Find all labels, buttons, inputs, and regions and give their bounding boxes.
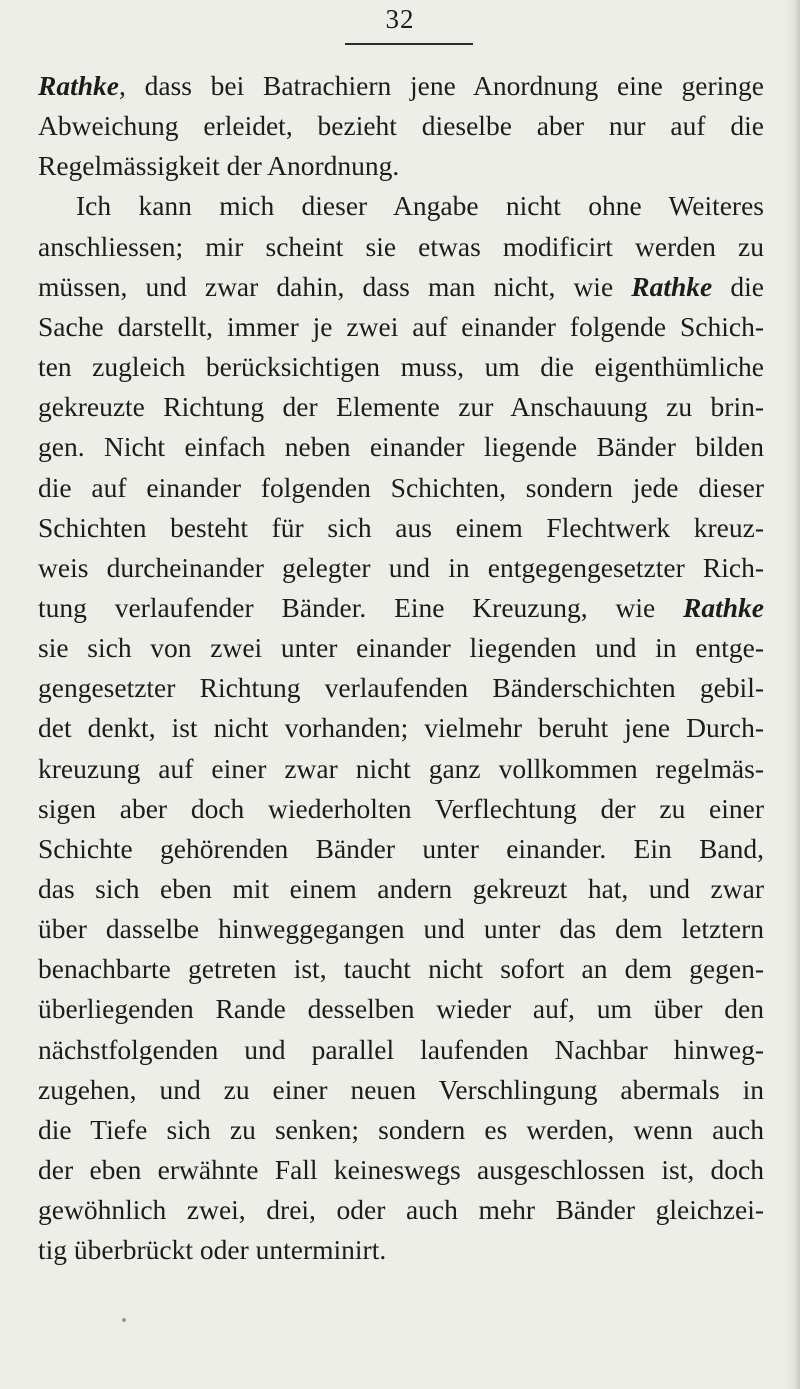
text-line <box>38 347 764 387</box>
text-segment: det denkt, ist nicht vorhanden; vielmehr beruht jene Durch- <box>38 712 764 744</box>
text-line <box>38 789 764 829</box>
author-name: Rathke <box>683 591 764 623</box>
author-name: Rathke <box>631 270 713 302</box>
text-segment: Schichte gehörenden Bänder unter einander. Ein Band, <box>38 832 764 864</box>
text-line <box>38 66 764 106</box>
text-line <box>38 749 764 789</box>
text-segment: anschliessen; mir scheint sie etwas modificirt werden zu <box>38 230 764 262</box>
text-line <box>38 1150 764 1190</box>
text-segment: die Tiefe sich zu senken; sondern es werden, wenn auch <box>38 1113 764 1145</box>
text-segment: ten zugleich berücksichtigen muss, um die eigenthümliche <box>38 351 764 383</box>
text-segment: gen. Nicht einfach neben einander liegende Bänder bilden <box>38 431 764 463</box>
text-line <box>38 146 764 186</box>
page-number-rule <box>345 43 473 45</box>
text-segment: Sache darstellt, immer je zwei auf einander folgende Schich- <box>38 310 764 342</box>
text-segment: der eben erwähnte Fall keineswegs ausgeschlossen ist, doch <box>38 1154 764 1186</box>
text-segment: über dasselbe hinweggegangen und unter das dem letztern <box>38 913 764 945</box>
text-line <box>38 909 764 949</box>
text-line <box>38 1030 764 1070</box>
text-segment: kreuzung auf einer zwar nicht ganz vollkommen regelmäs- <box>38 752 764 784</box>
text-line <box>38 1190 764 1230</box>
text-line <box>38 106 764 146</box>
text-segment: Ich kann mich dieser Angabe nicht ohne Weiteres <box>76 190 764 222</box>
text-segment: müssen, und zwar dahin, dass man nicht, wie <box>38 270 632 302</box>
text-segment: zugehen, und zu einer neuen Verschlingung abermals in <box>38 1073 764 1105</box>
text-segment: benachbarte getreten ist, taucht nicht sofort an dem gegen- <box>38 953 764 985</box>
text-segment: Schichten besteht für sich aus einem Flechtwerk kreuz- <box>38 511 764 543</box>
text-line <box>38 508 764 548</box>
text-segment: weis durcheinander gelegter und in entgegengesetzter Rich- <box>38 551 764 583</box>
text-line <box>38 869 764 909</box>
text-segment: nächstfolgenden und parallel laufenden Nachbar hinweg- <box>38 1033 764 1065</box>
text-line <box>38 468 764 508</box>
text-segment: gewöhnlich zwei, drei, oder auch mehr Bänder gleichzei- <box>38 1194 764 1226</box>
text-segment: sigen aber doch wiederholten Verflechtung der zu einer <box>38 792 764 824</box>
text-segment: , dass bei Batrachiern jene Anordnung eine geringe <box>118 70 764 101</box>
text-line <box>38 628 764 668</box>
text-segment: gekreuzte Richtung der Elemente zur Anschauung zu brin- <box>38 391 764 423</box>
text-line <box>38 267 764 307</box>
text-line <box>38 668 764 708</box>
text-segment: die auf einander folgenden Schichten, sondern jede dieser <box>38 471 764 503</box>
text-line <box>38 227 764 267</box>
text-line <box>38 708 764 748</box>
page-edge-shadow <box>786 0 800 1389</box>
text-line <box>38 427 764 467</box>
text-line <box>38 387 764 427</box>
text-line <box>76 186 764 226</box>
text-line <box>38 1110 764 1150</box>
text-segment: tig überbrückt oder unterminirt. <box>38 1234 387 1266</box>
text-line <box>38 307 764 347</box>
text-segment: sie sich von zwei unter einander liegenden und in entge- <box>38 632 764 664</box>
text-segment: gengesetzter Richtung verlaufenden Bänderschichten gebil- <box>38 672 764 704</box>
text-segment: tung verlaufender Bänder. Eine Kreuzung, wie <box>38 591 684 623</box>
page-number: 32 <box>385 4 415 34</box>
text-segment: Abweichung erleidet, bezieht dieselbe aber nur auf die <box>38 110 764 142</box>
text-segment: überliegenden Rande desselben wieder auf, um über den <box>38 993 764 1025</box>
author-name: Rathke <box>38 70 119 101</box>
text-line <box>38 548 764 588</box>
text-line <box>38 949 764 989</box>
text-line <box>38 1070 764 1110</box>
text-segment: das sich eben mit einem andern gekreuzt hat, und zwar <box>38 873 764 904</box>
text-line <box>38 989 764 1029</box>
text-segment: die <box>712 270 764 302</box>
text-segment: Regelmässigkeit der Anordnung. <box>38 150 400 182</box>
paper-speck <box>122 1318 126 1322</box>
text-line <box>38 1230 764 1270</box>
text-line <box>38 829 764 869</box>
text-line <box>38 588 764 628</box>
